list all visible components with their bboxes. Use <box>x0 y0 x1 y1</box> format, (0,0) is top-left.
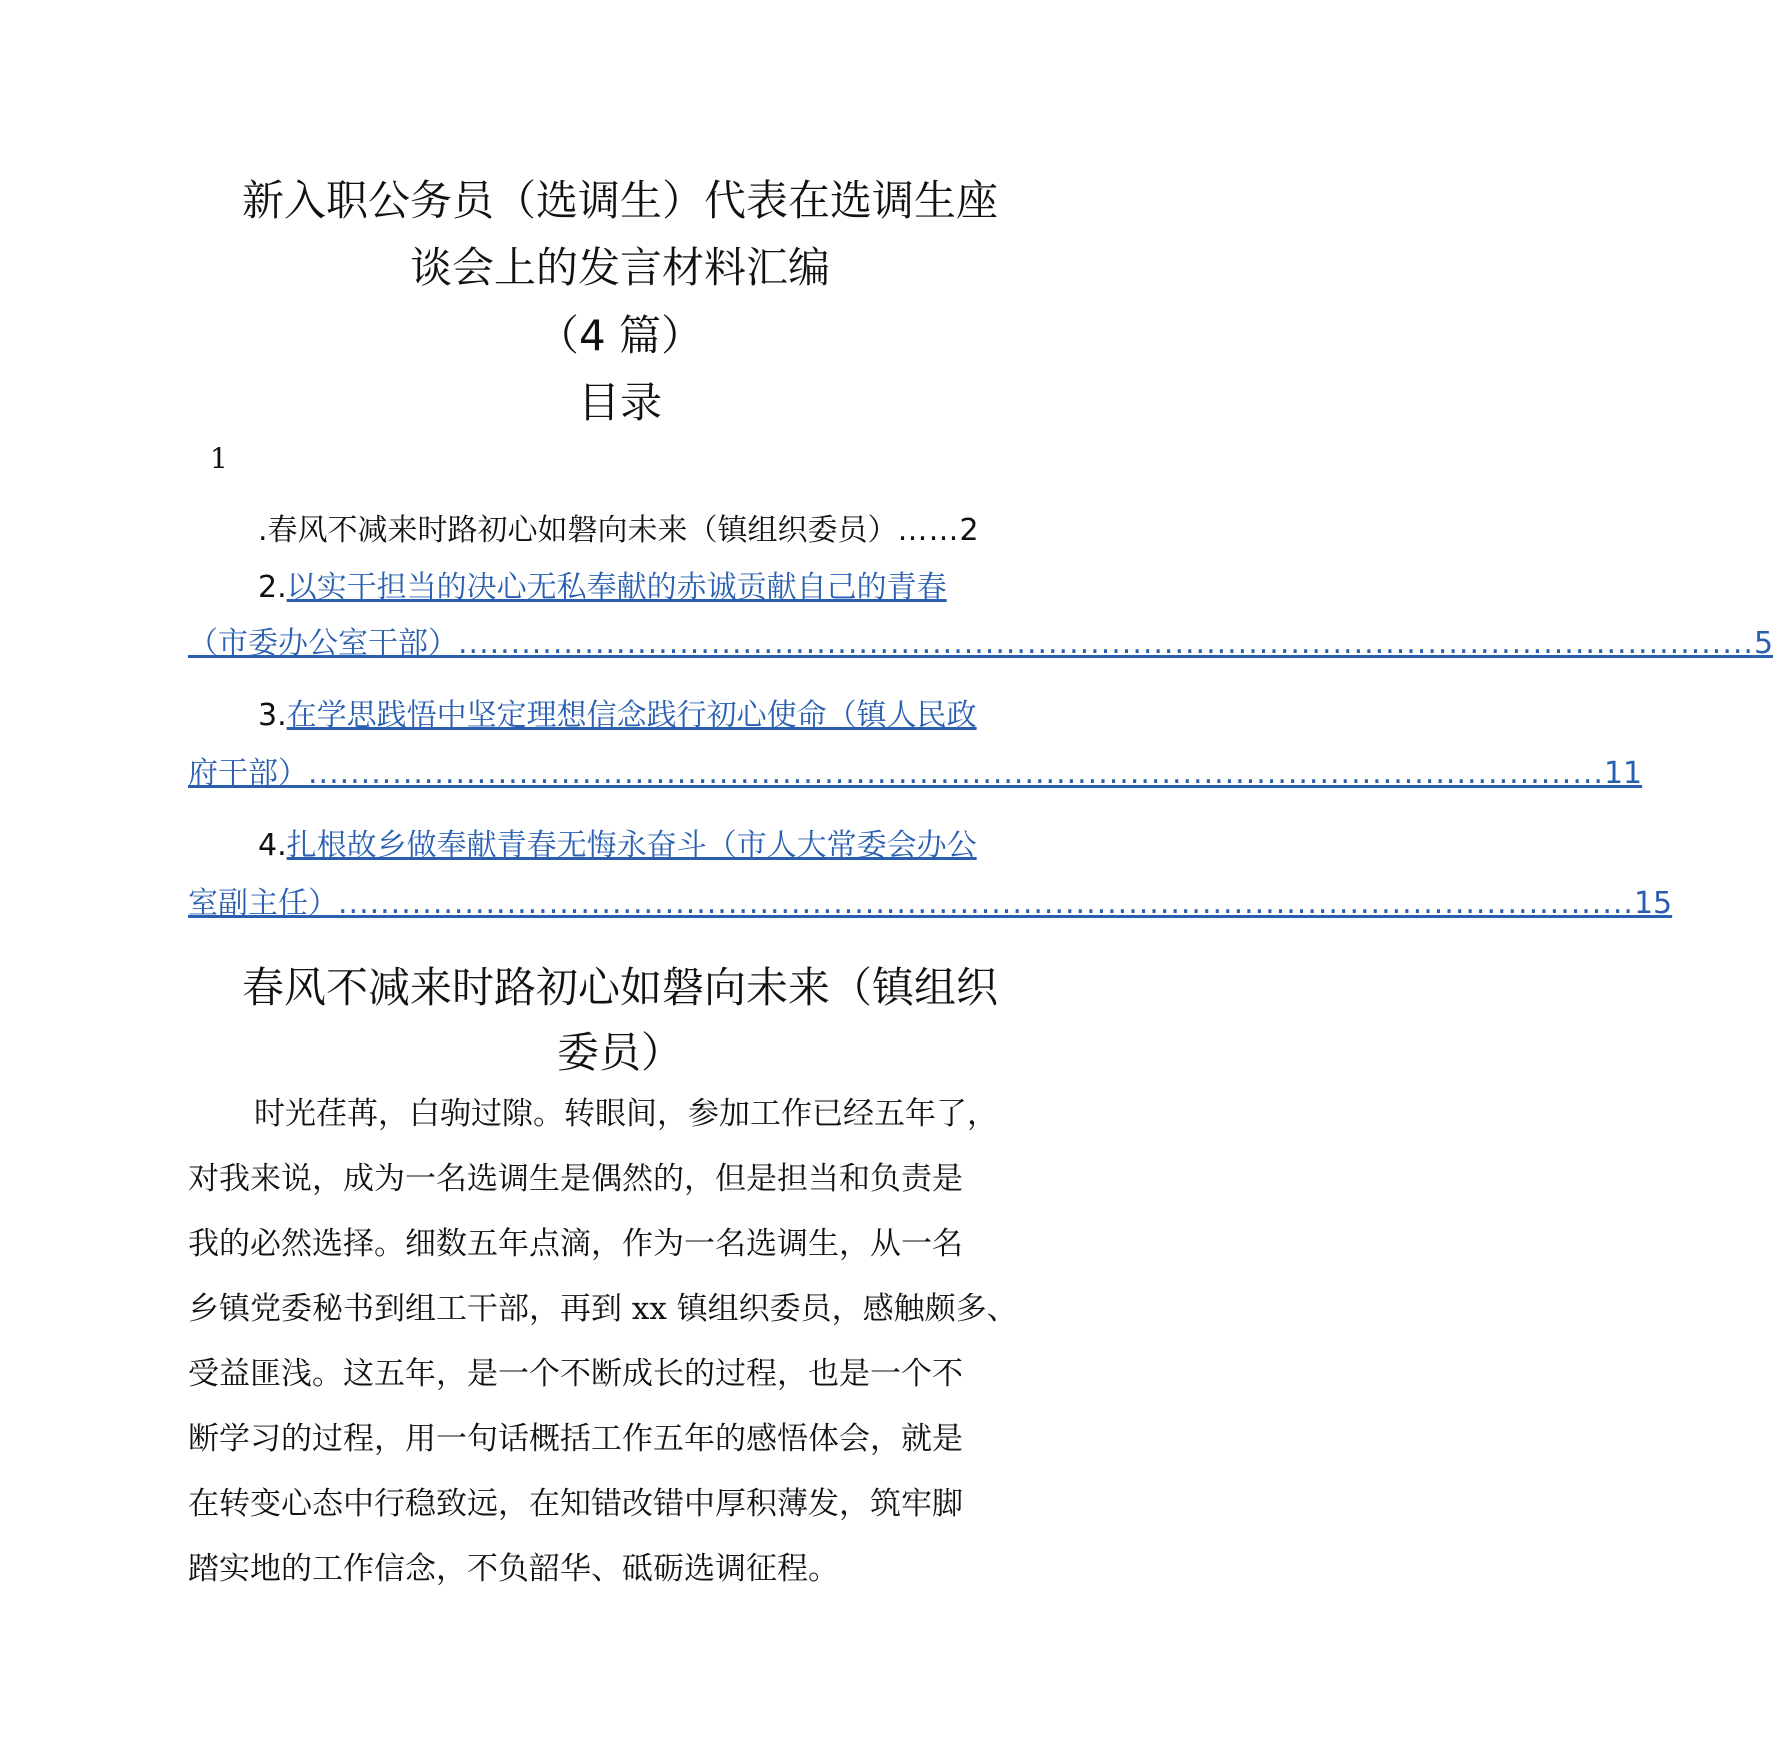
paragraph-inline-xx: xx <box>631 1291 667 1327</box>
toc-entry-2-subtitle: （市委办公室干部） <box>188 626 458 661</box>
toc-entry-2-num: 2. <box>258 570 287 605</box>
section-heading-line-2: 委员） <box>556 1028 683 1077</box>
toc-entry-1-label: .春风不减来时路初心如磐向未来（镇组织委员） <box>258 513 898 548</box>
toc-entry-3-subtitle: 府干部） <box>188 756 308 791</box>
toc-entry-1[interactable] <box>258 505 1052 549</box>
toc-entry-1-dots: …… <box>897 513 960 548</box>
toc-entry-4-link[interactable]: 扎根故乡做奉献青春无悔永奋斗（市人大常委会办公 <box>286 828 977 863</box>
document-title-count: （4 篇） <box>536 311 704 360</box>
toc-entry-3-line-2[interactable] <box>188 748 1643 792</box>
toc-entry-3-num: 3. <box>258 698 287 733</box>
toc-entry-2-dots: ........................................................................................................................... <box>458 626 1754 661</box>
toc-entry-3-dots: ........................................................................................................................... <box>308 756 1604 791</box>
toc-entry-4-subtitle: 室副主任） <box>188 886 338 921</box>
toc-entry-2-line-1[interactable] <box>258 562 1052 606</box>
toc-heading: 目录 <box>577 378 662 427</box>
document-title-line-1: 新入职公务员（选调生）代表在选调生座 <box>241 176 998 225</box>
toc-entry-3-line-1[interactable] <box>258 690 1052 734</box>
paragraph-line-1: 时光荏苒，白驹过隙。转眼间，参加工作已经五年了， <box>254 1096 998 1132</box>
toc-entry-3-link[interactable]: 在学思践悟中坚定理想信念践行初心使命（镇人民政 <box>286 698 977 733</box>
toc-entry-4-page: 15 <box>1633 886 1673 921</box>
paragraph-line-4 <box>188 1283 1018 1328</box>
paragraph-line-3: 我的必然选择。细数五年点滴，作为一名选调生，从一名 <box>188 1226 963 1262</box>
paragraph-line-8: 踏实地的工作信念，不负韶华、砥砺选调征程。 <box>188 1551 839 1587</box>
toc-entry-4-dots: ........................................................................................................................... <box>338 886 1634 921</box>
paragraph-line-5: 受益匪浅。这五年，是一个不断成长的过程，也是一个不 <box>188 1356 963 1392</box>
toc-entry-1-page: 2 <box>959 513 979 548</box>
toc-entry-4-line-1[interactable] <box>258 820 1052 864</box>
toc-number-one: 1 <box>210 442 228 475</box>
paragraph-line-7: 在转变心态中行稳致远，在知错改错中厚积薄发，筑牢脚 <box>188 1486 963 1522</box>
document-title-line-2: 谈会上的发言材料汇编 <box>409 243 830 292</box>
toc-entry-3-page: 11 <box>1603 756 1643 791</box>
toc-entry-4-line-2[interactable] <box>188 878 1673 922</box>
toc-entry-2-line-2[interactable] <box>188 618 1773 662</box>
paragraph-line-2: 对我来说，成为一名选调生是偶然的，但是担当和负责是 <box>188 1161 963 1197</box>
paragraph-line-6: 断学习的过程，用一句话概括工作五年的感悟体会，就是 <box>188 1421 963 1457</box>
toc-entry-2-link[interactable]: 以实干担当的决心无私奉献的赤诚贡献自己的青春 <box>286 570 947 605</box>
toc-entry-2-page: 5 <box>1753 626 1773 661</box>
paragraph-line-4-part-2: 镇组织委员，感触颇多、 <box>676 1291 1018 1327</box>
paragraph-line-4-part-1: 乡镇党委秘书到组工干部，再到 <box>188 1291 622 1327</box>
section-heading-line-1: 春风不减来时路初心如磐向未来（镇组织 <box>241 963 998 1012</box>
toc-entry-4-num: 4. <box>258 828 287 863</box>
